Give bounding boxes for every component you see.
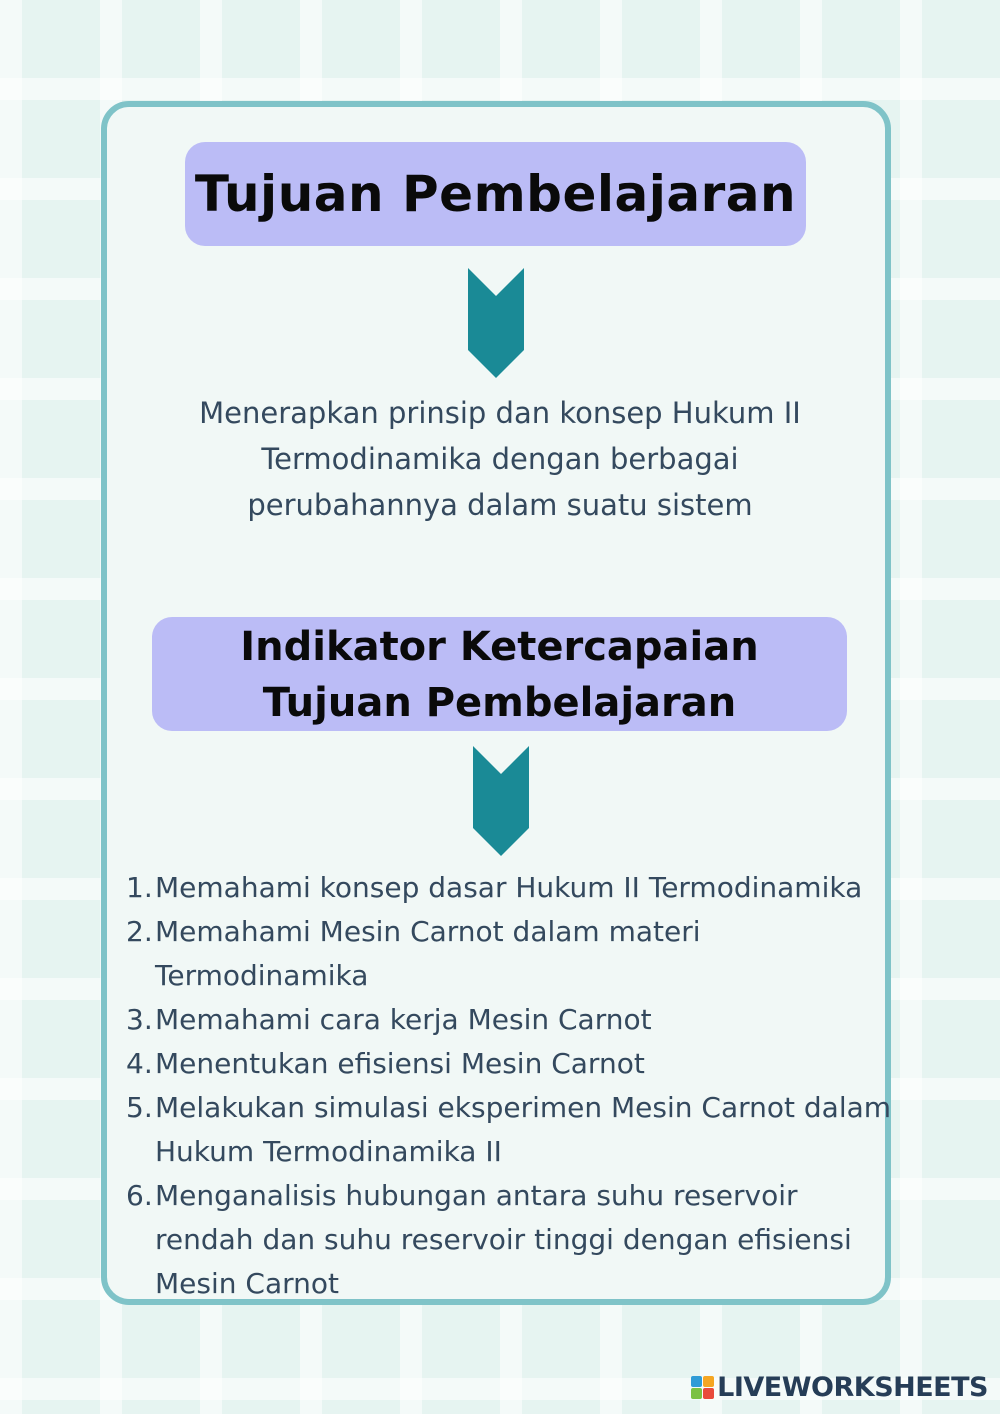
chevron-down-icon	[466, 268, 526, 380]
item-number: 1.	[126, 871, 153, 904]
liveworksheets-logo[interactable]	[691, 1372, 988, 1403]
item-text: Melakukan simulasi eksperimen Mesin Carnot dalam Hukum Termodinamika II	[155, 1091, 892, 1168]
item-text: Menentukan efisiensi Mesin Carnot	[155, 1047, 645, 1080]
list-item	[126, 998, 896, 1042]
list-item	[126, 910, 896, 998]
brand-name: LIVEWORKSHEETS	[717, 1372, 988, 1403]
item-number: 5.	[126, 1091, 153, 1124]
indicator-list	[126, 866, 896, 1306]
page-title: Tujuan Pembelajaran	[185, 142, 806, 246]
indicator-heading-line2: Tujuan Pembelajaran	[262, 680, 737, 726]
item-text: Memahami konsep dasar Hukum II Termodinamika	[155, 871, 863, 904]
item-number: 2.	[126, 915, 153, 948]
item-text: Memahami cara kerja Mesin Carnot	[155, 1003, 652, 1036]
list-item	[126, 866, 896, 910]
list-item	[126, 1042, 896, 1086]
indicator-heading-line1: Indikator Ketercapaian	[240, 624, 759, 670]
objective-text: Menerapkan prinsip dan konsep Hukum II Termodinamika dengan berbagai perubahannya dalam suatu sistem	[199, 396, 801, 522]
item-number: 3.	[126, 1003, 153, 1036]
item-number: 4.	[126, 1047, 153, 1080]
chevron-down-icon	[471, 746, 531, 858]
item-text: Memahami Mesin Carnot dalam materi Termodinamika	[155, 915, 701, 992]
logo-mark-icon	[691, 1376, 714, 1399]
item-number: 6.	[126, 1179, 153, 1212]
list-item	[126, 1086, 896, 1174]
indicator-heading	[152, 617, 847, 731]
item-text: Menganalisis hubungan antara suhu reservoir rendah dan suhu reservoir tinggi dengan efisiensi Mesin Carnot	[155, 1179, 852, 1300]
list-item	[126, 1174, 896, 1306]
